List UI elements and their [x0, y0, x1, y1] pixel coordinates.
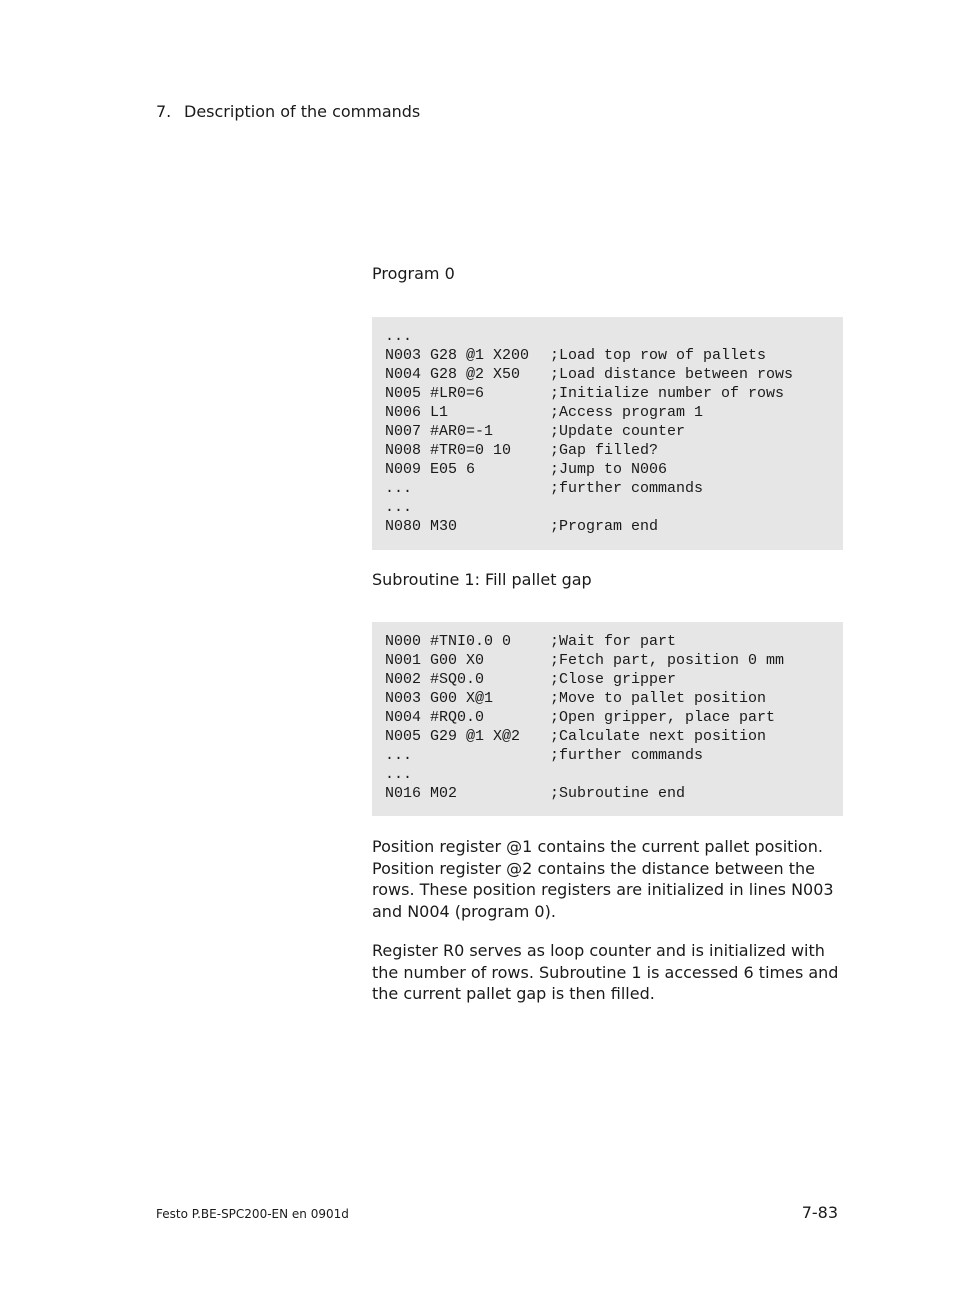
code-command: N002 #SQ0.0 [385, 671, 485, 688]
code-command: N006 L1 [385, 404, 449, 421]
code-command: ... [385, 499, 413, 516]
code-line [385, 708, 843, 727]
code-command: N003 G00 X@1 [385, 690, 494, 707]
code-comment: ;Open gripper, place part [550, 709, 776, 726]
code-command: N000 #TNI0.0 0 [385, 633, 512, 650]
code-comment: ;further commands [550, 747, 704, 764]
code-line [385, 651, 843, 670]
code-command: ... [385, 766, 413, 783]
code-comment: ;further commands [550, 480, 704, 497]
footer-document-id: Festo P.BE-SPC200-EN en 0901d [156, 1207, 349, 1221]
code-comment: ;Close gripper [550, 671, 677, 688]
code-line [385, 384, 843, 403]
program0-code-block [372, 317, 843, 550]
code-line [385, 632, 843, 651]
code-line [385, 327, 843, 346]
code-comment: ;Access program 1 [550, 404, 704, 421]
code-line [385, 727, 843, 746]
code-comment: ;Gap filled? [550, 442, 659, 459]
code-line [385, 479, 843, 498]
code-line [385, 765, 843, 784]
code-command: ... [385, 328, 413, 345]
code-command: N003 G28 @1 X200 [385, 347, 530, 364]
code-comment: ;Load top row of pallets [550, 347, 767, 364]
code-command: N009 E05 6 [385, 461, 476, 478]
code-command: N007 #AR0=-1 [385, 423, 494, 440]
code-command: N004 #RQ0.0 [385, 709, 485, 726]
code-comment: ;Move to pallet position [550, 690, 767, 707]
subroutine1-code-block [372, 622, 843, 816]
code-line [385, 517, 843, 536]
code-line [385, 498, 843, 517]
code-command: N008 #TR0=0 10 [385, 442, 512, 459]
code-command: N001 G00 X0 [385, 652, 485, 669]
code-line [385, 689, 843, 708]
code-line [385, 403, 843, 422]
code-comment: ;Wait for part [550, 633, 677, 650]
code-comment: ;Load distance between rows [550, 366, 794, 383]
code-command: ... [385, 480, 413, 497]
code-command: N016 M02 [385, 785, 458, 802]
code-comment: ;Update counter [550, 423, 686, 440]
code-line [385, 784, 843, 803]
code-line [385, 460, 843, 479]
chapter-title: Description of the commands [184, 102, 421, 121]
code-line [385, 346, 843, 365]
code-comment: ;Initialize number of rows [550, 385, 785, 402]
code-comment: ;Program end [550, 518, 659, 535]
code-command: N005 G29 @1 X@2 [385, 728, 521, 745]
chapter-number: 7. [156, 102, 172, 121]
code-line [385, 670, 843, 689]
code-command: N004 G28 @2 X50 [385, 366, 521, 383]
code-line [385, 746, 843, 765]
paragraph-loop-counter: Register R0 serves as loop counter and is initialized with the number of rows. Subroutine 1 is accessed 6 times and the current pallet gap is then filled. [372, 941, 839, 1004]
code-comment: ;Calculate next position [550, 728, 767, 745]
subroutine1-caption: Subroutine 1: Fill pallet gap [372, 570, 592, 589]
code-line [385, 365, 843, 384]
chapter-heading [156, 101, 420, 123]
code-comment: ;Subroutine end [550, 785, 686, 802]
program0-caption: Program 0 [372, 264, 455, 283]
footer-page-number: 7-83 [801, 1203, 838, 1222]
code-comment: ;Fetch part, position 0 mm [550, 652, 785, 669]
paragraph-position-registers: Position register @1 contains the current pallet position. Position register @2 contains the distance between the rows. These position registers are initialized in lines N003 and N004 (program 0). [372, 837, 834, 922]
code-command: N005 #LR0=6 [385, 385, 485, 402]
code-comment: ;Jump to N006 [550, 461, 668, 478]
code-command: ... [385, 747, 413, 764]
code-line [385, 441, 843, 460]
code-command: N080 M30 [385, 518, 458, 535]
code-line [385, 422, 843, 441]
